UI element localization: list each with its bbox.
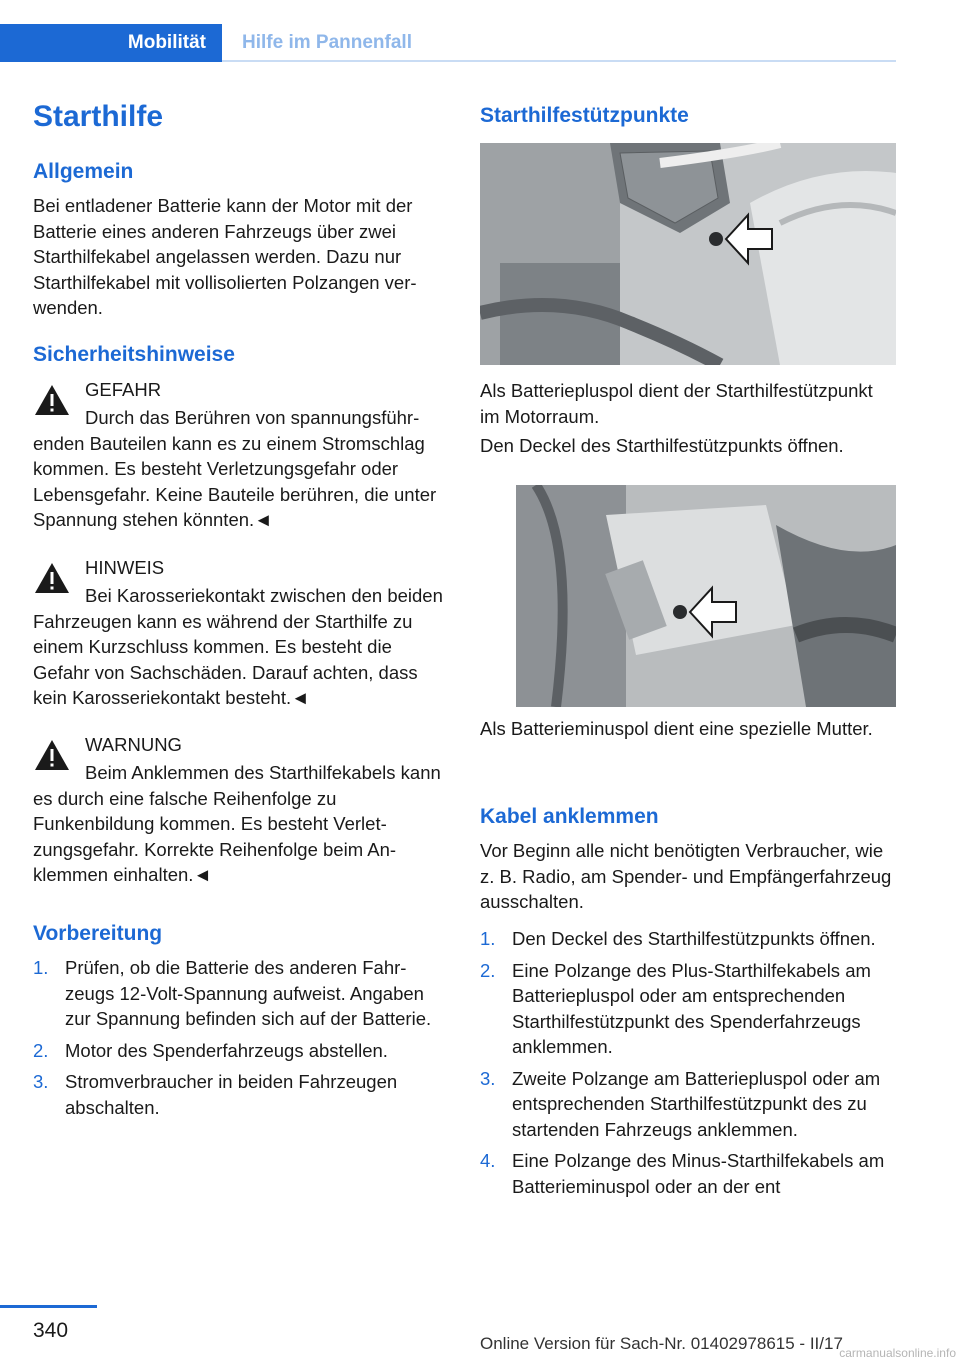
photo1-caption: Als Batteriepluspol dient der Starthilfestützpunkt im Motorraum. (480, 380, 873, 427)
photo1-caption-open-lid: Den Deckel des Starthilfestützpunkts öffnen. (480, 435, 844, 456)
section-heading-vorbereitung: Vorbereitung (33, 922, 163, 945)
tab-hilfe-im-pannenfall[interactable]: Hilfe im Pannenfall (242, 32, 412, 53)
footer-online-version: Online Version für Sach-Nr. 01402978615 - II/17 (480, 1334, 843, 1353)
allgemein-text: Bei entladener Batterie kann der Motor mit der Batterie eines anderen Fahrzeugs über zwei Starthilfekabel angelassen werden. Dazu nur Starthilfekabel mit vollisolierten Polzangen verwenden. (33, 195, 417, 318)
step-number: 2. (480, 959, 496, 981)
step-text: Den Deckel des Starthilfestützpunkts öffnen. (512, 928, 876, 949)
list-item (33, 1038, 448, 1064)
list-item (33, 955, 448, 1032)
engine-bay-photo-minus (516, 485, 896, 707)
watermark: carmanualsonline.info (839, 1346, 956, 1360)
warning-text: Beim Anklemmen des Starthilfekabels kann es durch eine falsche Reihenfolge zu Funkenbildung kommen. Es besteht Verletzungsgefahr. Korrekte Reihenfolge beim Anklemmen einhalten.◄ (33, 762, 441, 885)
step-text: Eine Polzange des Plus-Starthilfekabels am Batteriepluspol oder am entsprechenden Starthilfestützpunkt des Spenderfahrzeugs anklemmen. (512, 959, 871, 1057)
list-item (480, 958, 896, 1060)
section-heading-starthilfestuetzpunkte: Starthilfestützpunkte (480, 104, 689, 127)
engine-bay-illustration (516, 485, 896, 707)
footer-accent-line (0, 1305, 97, 1308)
engine-bay-photo-plus (480, 143, 896, 365)
page-title: Starthilfe (33, 100, 164, 133)
header-divider (222, 60, 896, 62)
step-text: Prüfen, ob die Batterie des anderen Fahrzeugs 12-Volt-Spannung aufweist. Angaben zur Spannung befinden sich auf der Batterie. (65, 957, 432, 1029)
list-item (480, 1148, 896, 1199)
step-number: 4. (480, 1150, 496, 1171)
list-item (33, 1069, 448, 1120)
connect-intro-text: Vor Beginn alle nicht benötigten Verbraucher, wie z. B. Radio, am Spender- und Empfängerfahrzeug ausschalten. (480, 840, 892, 912)
step-text: Motor des Spenderfahrzeugs abstellen. (65, 1039, 388, 1061)
warning-title: GEFAHR (85, 379, 162, 400)
list-item (480, 1066, 896, 1143)
engine-bay-illustration (480, 143, 896, 365)
connect-steps-list (480, 926, 896, 1205)
section-heading-safety: Sicherheitshinweise (33, 343, 235, 366)
warning-text: Bei Karosseriekontakt zwischen den beiden Fahrzeugen kann es während der Starthilfe zu einem Kurzschluss kommen. Es besteht die Gefahr von Sachschäden. Darauf achten, dass kein Karosseriekontakt besteht.◄ (33, 585, 443, 708)
step-number: 2. (33, 1039, 49, 1061)
step-text: Zweite Polzange am Batteriepluspol oder am entsprechenden Starthilfestützpunkt des zu startenden Fahrzeugs anklemmen. (512, 1067, 881, 1140)
step-text: Stromverbraucher in beiden Fahrzeugen abschalten. (65, 1071, 398, 1118)
section-heading-kabel-anklemmen: Kabel anklemmen (480, 805, 659, 828)
step-number: 3. (33, 1071, 49, 1092)
step-number: 3. (480, 1067, 496, 1089)
page-number: 340 (33, 1319, 69, 1342)
prep-steps-list (33, 955, 448, 1126)
step-number: 1. (480, 928, 496, 949)
step-text: Eine Polzange des Minus-Starthilfekabels am Batterieminuspol oder an der ent (512, 1150, 885, 1197)
warning-title: WARNUNG (85, 734, 182, 755)
photo2-caption: Als Batterieminuspol dient eine spezielle Mutter. (480, 718, 873, 739)
list-item (480, 926, 896, 952)
step-number: 1. (33, 957, 49, 978)
warning-title: HINWEIS (85, 557, 165, 578)
warning-text: Durch das Berühren von spannungsführenden Bauteilen kann es zu einem Stromschlag kommen. Es besteht Verletzungsgefahr oder Lebensgefahr. Keine Bauteile berühren, die unter Spannung stehen könnten.◄ (33, 407, 437, 530)
section-heading-allgemein: Allgemein (33, 160, 134, 183)
tab-mobilitaet[interactable]: Mobilität (0, 24, 222, 62)
